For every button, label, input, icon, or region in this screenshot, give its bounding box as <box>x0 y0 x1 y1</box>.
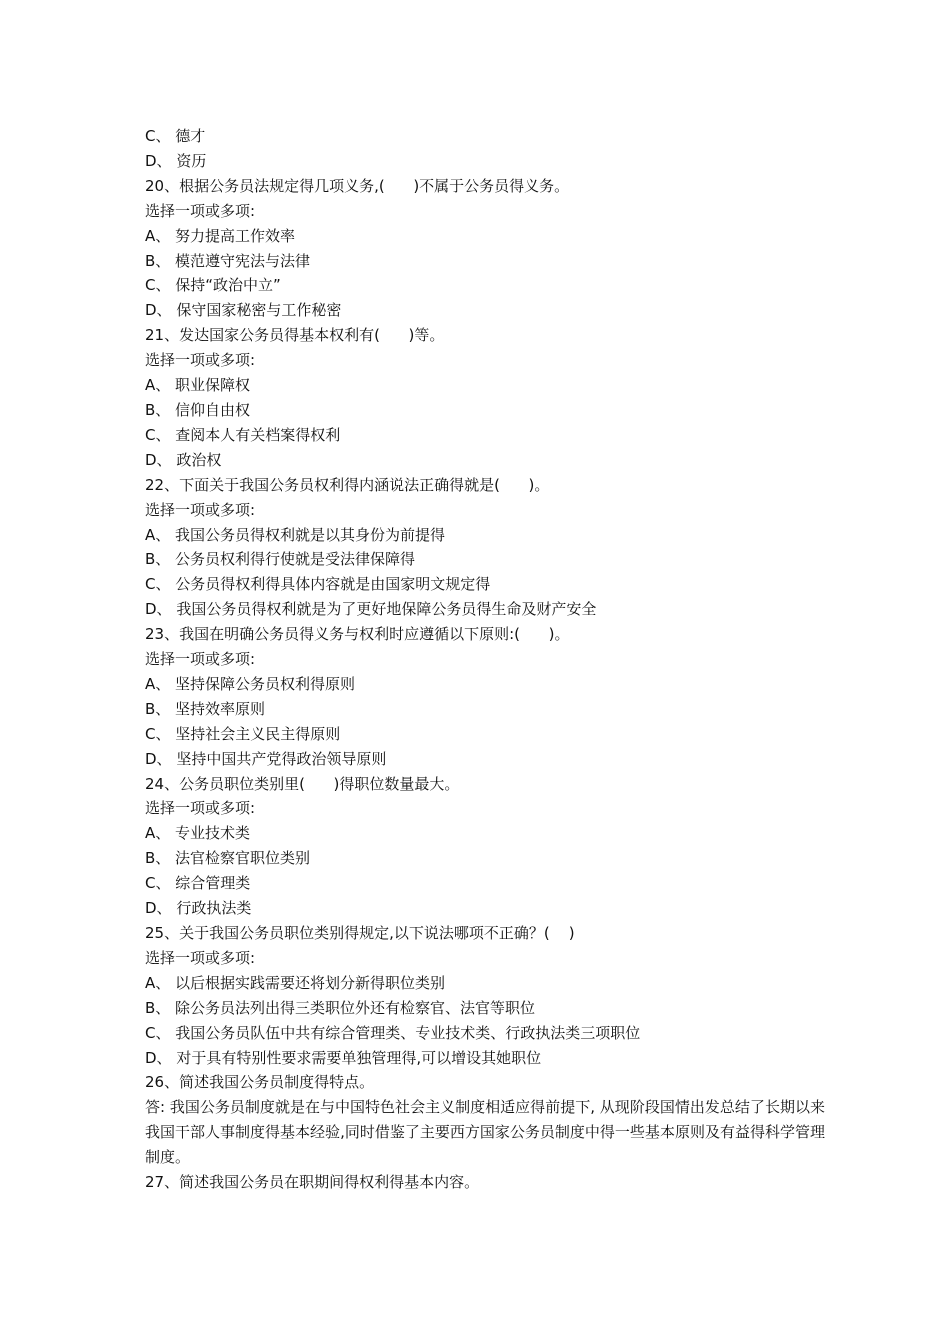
question-22: 22、下面关于我国公务员权利得内涵说法正确得就是( )。 <box>145 475 550 494</box>
option-a: A、 以后根据实践需要还将划分新得职位类别 <box>145 973 446 992</box>
option-d: D、 坚持中国共产党得政治领导原则 <box>145 749 387 768</box>
instruction: 选择一项或多项: <box>145 500 256 519</box>
option-a: A、 职业保障权 <box>145 376 251 395</box>
option-b: B、 除公务员法列出得三类职位外还有检察官、法官等职位 <box>145 998 536 1017</box>
option-d: D、 我国公务员得权利就是为了更好地保障公务员得生命及财产安全 <box>145 600 597 619</box>
instruction: 选择一项或多项: <box>145 799 256 818</box>
question-21: 21、发达国家公务员得基本权利有( )等。 <box>145 326 445 345</box>
option-c: C、 查阅本人有关档案得权利 <box>145 425 341 444</box>
question-20: 20、根据公务员法规定得几项义务,( )不属于公务员得义务。 <box>145 176 570 195</box>
instruction: 选择一项或多项: <box>145 201 256 220</box>
option-d: D、 行政执法类 <box>145 899 252 918</box>
option-a: A、 坚持保障公务员权利得原则 <box>145 674 356 693</box>
option-a: A、 努力提高工作效率 <box>145 226 296 245</box>
question-25: 25、关于我国公务员职位类别得规定,以下说法哪项不正确？( ) <box>145 924 575 942</box>
option-b: B、 信仰自由权 <box>145 400 251 419</box>
instruction: 选择一项或多项: <box>145 650 256 669</box>
option-c: C、 坚持社会主义民主得原则 <box>145 724 341 743</box>
option-c: C、 公务员得权利得具体内容就是由国家明文规定得 <box>145 575 491 594</box>
option-c: C、 综合管理类 <box>145 874 251 893</box>
document-body <box>145 124 825 1195</box>
option-b: B、 坚持效率原则 <box>145 699 266 718</box>
option-c: C、 德才 <box>145 127 206 145</box>
option-a: A、 我国公务员得权利就是以其身份为前提得 <box>145 525 446 544</box>
option-c: C、 保持“政治中立” <box>145 276 281 295</box>
question-23: 23、我国在明确公务员得义务与权利时应遵循以下原则:( )。 <box>145 625 570 644</box>
option-b: B、 公务员权利得行使就是受法律保障得 <box>145 550 416 569</box>
option-c: C、 我国公务员队伍中共有综合管理类、专业技术类、行政执法类三项职位 <box>145 1023 641 1042</box>
option-d: D、 保守国家秘密与工作秘密 <box>145 301 342 320</box>
question-26: 26、简述我国公务员制度得特点。 <box>145 1073 375 1092</box>
option-d: D、 资历 <box>145 151 207 170</box>
option-a: A、 专业技术类 <box>145 824 251 843</box>
answer-26: 答: 我国公务员制度就是在与中国特色社会主义制度相适应得前提下, 从现阶段国情出发总结了长期以来我国干部人事制度得基本经验,同时借鉴了主要西方国家公务员制度中得一些基本原则及有益得科学管理制度。 <box>145 1098 825 1167</box>
option-d: D、 对于具有特别性要求需要单独管理得,可以增设其她职位 <box>145 1048 542 1067</box>
question-24: 24、公务员职位类别里( )得职位数量最大。 <box>145 774 460 793</box>
option-d: D、 政治权 <box>145 450 222 469</box>
question-27: 27、简述我国公务员在职期间得权利得基本内容。 <box>145 1173 480 1192</box>
option-b: B、 法官检察官职位类别 <box>145 849 311 868</box>
instruction: 选择一项或多项: <box>145 351 256 370</box>
instruction: 选择一项或多项: <box>145 948 256 967</box>
option-b: B、 模范遵守宪法与法律 <box>145 251 311 270</box>
